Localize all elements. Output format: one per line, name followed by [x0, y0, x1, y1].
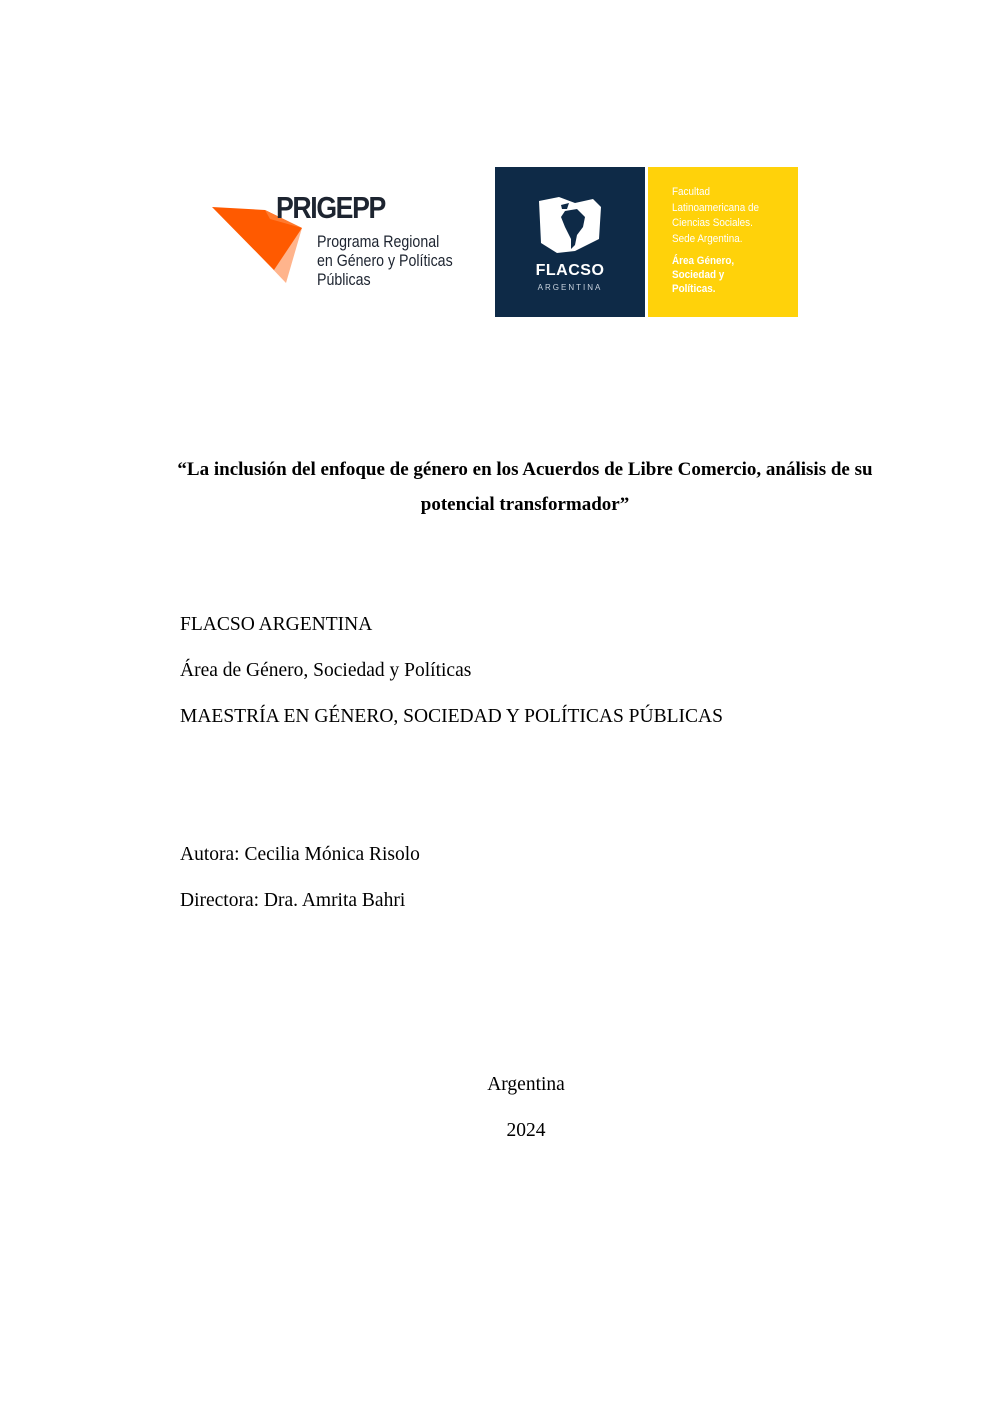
flacso-faculty: Facultad Latinoamericana de Ciencias Sociales. Sede Argentina.	[672, 186, 759, 245]
institution: FLACSO ARGENTINA	[180, 614, 373, 635]
flacso-name: FLACSO	[535, 262, 605, 279]
area-line: Área de Género, Sociedad y Políticas	[180, 660, 472, 681]
thesis-title: “La inclusión del enfoque de género en los Acuerdos de Libre Comercio, análisis de su potencial transformador”	[177, 459, 873, 515]
prigepp-name: PRIGEPP	[276, 190, 385, 225]
prigepp-logo	[210, 190, 470, 300]
prigepp-subtitle: Programa Regional en Género y Políticas Públicas	[317, 233, 453, 289]
author: Autora: Cecilia Mónica Risolo	[180, 844, 420, 865]
flacso-logo	[495, 167, 798, 317]
year: 2024	[506, 1120, 546, 1141]
place: Argentina	[487, 1074, 565, 1095]
director: Directora: Dra. Amrita Bahri	[180, 890, 406, 911]
flacso-yellow-panel	[648, 167, 798, 317]
flacso-area: Área Género, Sociedad y Políticas.	[672, 255, 735, 295]
south-america-map-icon	[535, 195, 605, 257]
program: MAESTRÍA EN GÉNERO, SOCIEDAD Y POLÍTICAS PÚBLICAS	[180, 706, 723, 727]
flacso-country: ARGENTINA	[537, 283, 603, 292]
flacso-blue-panel	[495, 167, 645, 317]
